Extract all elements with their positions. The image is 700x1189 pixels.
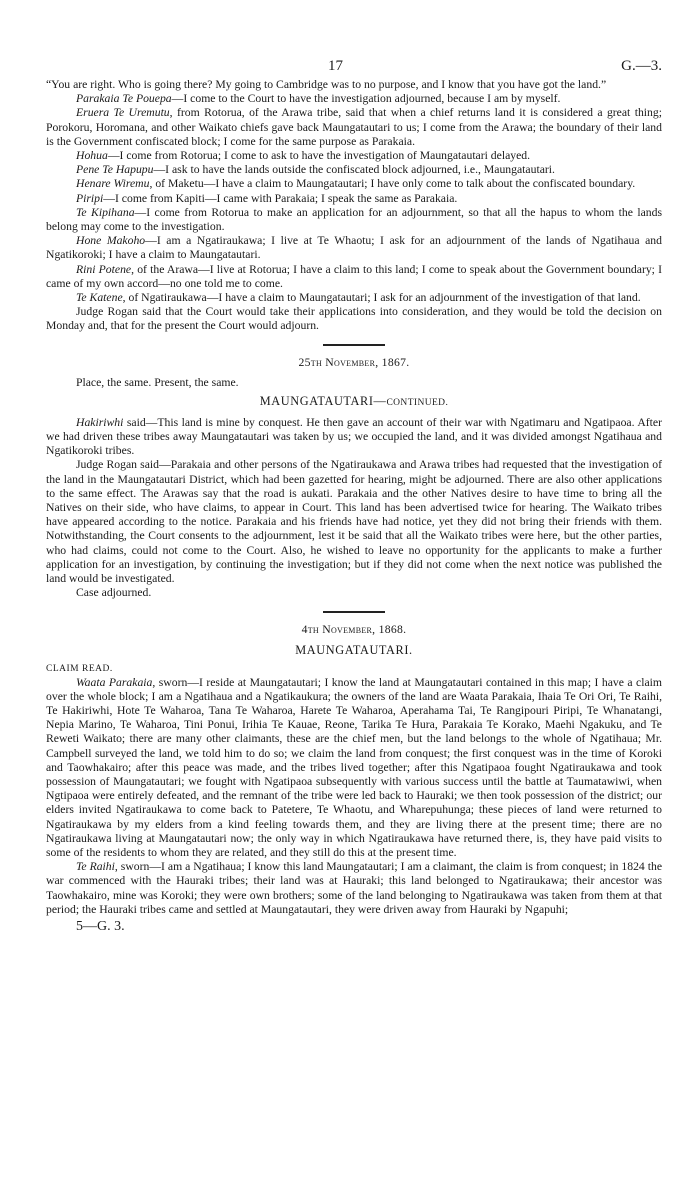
paragraph: Case adjourned.: [76, 586, 152, 600]
paragraph: Hohua—I come from Rotorua; I come to ask to have the investigation of Maungatautari delayed.: [76, 149, 531, 163]
paragraph: “You are right. Who is going there? My going to Cambridge was to no purpose, and I know that you have got the land.”: [46, 78, 607, 91]
section-divider: [323, 344, 385, 346]
paragraph-group-b: [46, 416, 662, 601]
document-reference: G.—3.: [621, 58, 662, 74]
page-body: [46, 78, 662, 935]
paragraph: Judge Rogan said—Parakaia and other persons of the Ngatiraukawa and Arawa tribes had requested that the investigation of the land in the Maungatautari District, which had been gazetted for hearing, might be adjourned. There are also other applications to the same effect. The Arawas say that the road is aukati. Parakaia and the other Natives desire to have time to bring all the Natives on their side, who have claims, to appear in Court. This land has been advertised twice for hearing. The Waikato tribes have appeared according to the notice. Parakaia and his friends have had notice, yet they did not bring their friends with them. Notwithstanding, the Court consents to the adjournment, lest it be said that all the Waikato tribes were here, but the other parties, who had claims, could not come to the Court. Also, he wished to leave no opportunity for the applicants to make a further application for an investigation, by continuing the investigation; but if they did not come when the next notice was published the land would be investigated.: [46, 458, 662, 586]
paragraph: Te Katene, of Ngatiraukawa—I have a claim to Maungatautari; I ask for an adjournment of the investigation of that land.: [76, 291, 641, 305]
paragraph: Henare Wiremu, of Maketu—I have a claim to Maungatautari; I have only come to talk about the confiscated boundary.: [76, 177, 636, 191]
page-number: 17: [328, 58, 343, 74]
paragraph: Pene Te Hapupu—I ask to have the lands outside the confiscated block adjourned, i.e., Maungatautari.: [76, 163, 555, 177]
paragraph: Parakaia Te Pouepa—I come to the Court to have the investigation adjourned, because I am by myself.: [76, 92, 561, 106]
paragraph-group-a: [46, 78, 662, 334]
section-heading: MAUNGATAUTARI—CONTINUED.: [259, 393, 449, 408]
paragraph-group-c: [46, 676, 662, 917]
section-date: 25th November, 1867.: [298, 355, 410, 369]
section-heading: MAUNGATAUTARI.: [295, 642, 413, 657]
section-divider: [323, 611, 385, 613]
paragraph: Te Kipihana—I come from Rotorua to make an application for an adjournment, so that all the hapus to whom the lands belong may come to the investigation.: [46, 205, 662, 234]
paragraph: Waata Parakaia, sworn—I reside at Maungatautari; I know the land at Maungatautari contained in this map; I have a claim over the whole block; I am a Ngatihaua and a Ngatikaukura; the owners of the land are Waata Parakaia, Ihaia Te Ori Ori, Te Raihi, Te Hakiriwhi, Hote Te Waharoa, Tana Te Waharoa, Harete Te Waharoa, Aperahama Tai, Te Rangipouri Piripi, Te Whanatangi, Nepia Marino, Te Waharoa, Tini Ponui, Irihia Te Kauae, Reone, Tarika Te Hura, Parakaia Te Korako, Maehi Ngakuku, and Te Reweti Waikato; there are many other claimants, these are the chief men, but the land belongs to the whole of Ngatihaua; Mr. Campbell surveyed the land, we told him to do so; we claim the land from conquest; the first conquest was in the time of Koroki and Taowhakairo; after this peace was made, and the tribes lived together; after this Ngatipaoa fought Ngatiraukawa and took possession of Maungatautari; we fought with Ngatipaoa subsequently with various success until the battle at Taumatawiwi, when Ngtipaoa were entirely defeated, and the remnant of the tribe were led back to Hauraki; we then took possession of the district; our elders invited Ngatiraukawa to come back to Patetere, Te Whaotu, and Wharepuhunga; these pieces of land were returned to Ngatiraukawa by my elders from a kind feeling towards them, and they are living there at the present time; there are no Ngatiraukawa living at Maungatautari now; the only way in which Ngatiraukawa have returned there, is, they have paid visits to some of the residents to whom they are related, and they still do this at the present time.: [46, 675, 662, 859]
claim-read-label: CLAIM READ.: [46, 663, 113, 674]
paragraph: Judge Rogan said that the Court would take their applications into consideration, and they would be told the decision on Monday and, that for the present the Court would adjourn.: [46, 305, 662, 333]
section-date: 4th November, 1868.: [301, 622, 407, 636]
paragraph: Rini Potene, of the Arawa—I live at Rotorua; I have a claim to this land; I come to speak about the Government boundary; I came of my own accord—no one told me to come.: [46, 262, 662, 290]
present-line: Place, the same. Present, the same.: [76, 375, 239, 389]
paragraph: Piripi—I come from Kapiti—I came with Parakaia; I speak the same as Parakaia.: [76, 191, 458, 205]
paragraph: Hakiriwhi said—This land is mine by conquest. He then gave an account of their war with Ngatimaru and Ngatipaoa. After we had driven these tribes away Maungatautari was taken by us; we occupied the land, and it was divided amongst Ngatihaua and Ngatikoroki tribes.: [46, 415, 662, 458]
paragraph: Hone Makoho—I am a Ngatiraukawa; I live at Te Whaotu; I ask for an adjournment of the lands of Ngatihaua and Ngatikoroki; I have a claim to Maungatautari.: [46, 234, 662, 262]
paragraph: Eruera Te Uremutu, from Rotorua, of the Arawa tribe, said that when a chief returns land it is considered a great thing; Porokoru, Horomana, and other Waikato chiefs gave back Maungatautari to us; I come from the Arawa; the boundary of their land is the Government confiscated block; I come for the same purpose as Parakaia.: [46, 106, 662, 148]
paragraph: Te Raihi, sworn—I am a Ngatihaua; I know this land Maungatautari; I am a claimant, the claim is from conquest; in 1824 the war commenced with the Hauraki tribes; their land was at Hauraki; this land belonged to Ngatiraukawa; their ancestor was Taowhakairo, mine was Koroki; they were own brothers; some of the land belonging to Ngatiraukawa was taken from them at that period; the Hauraki tribes came and settled at Maungatautari, they were driven away from Hauraki by Ngapuhi;: [46, 860, 663, 916]
signature-mark: 5—G. 3.: [76, 918, 125, 934]
